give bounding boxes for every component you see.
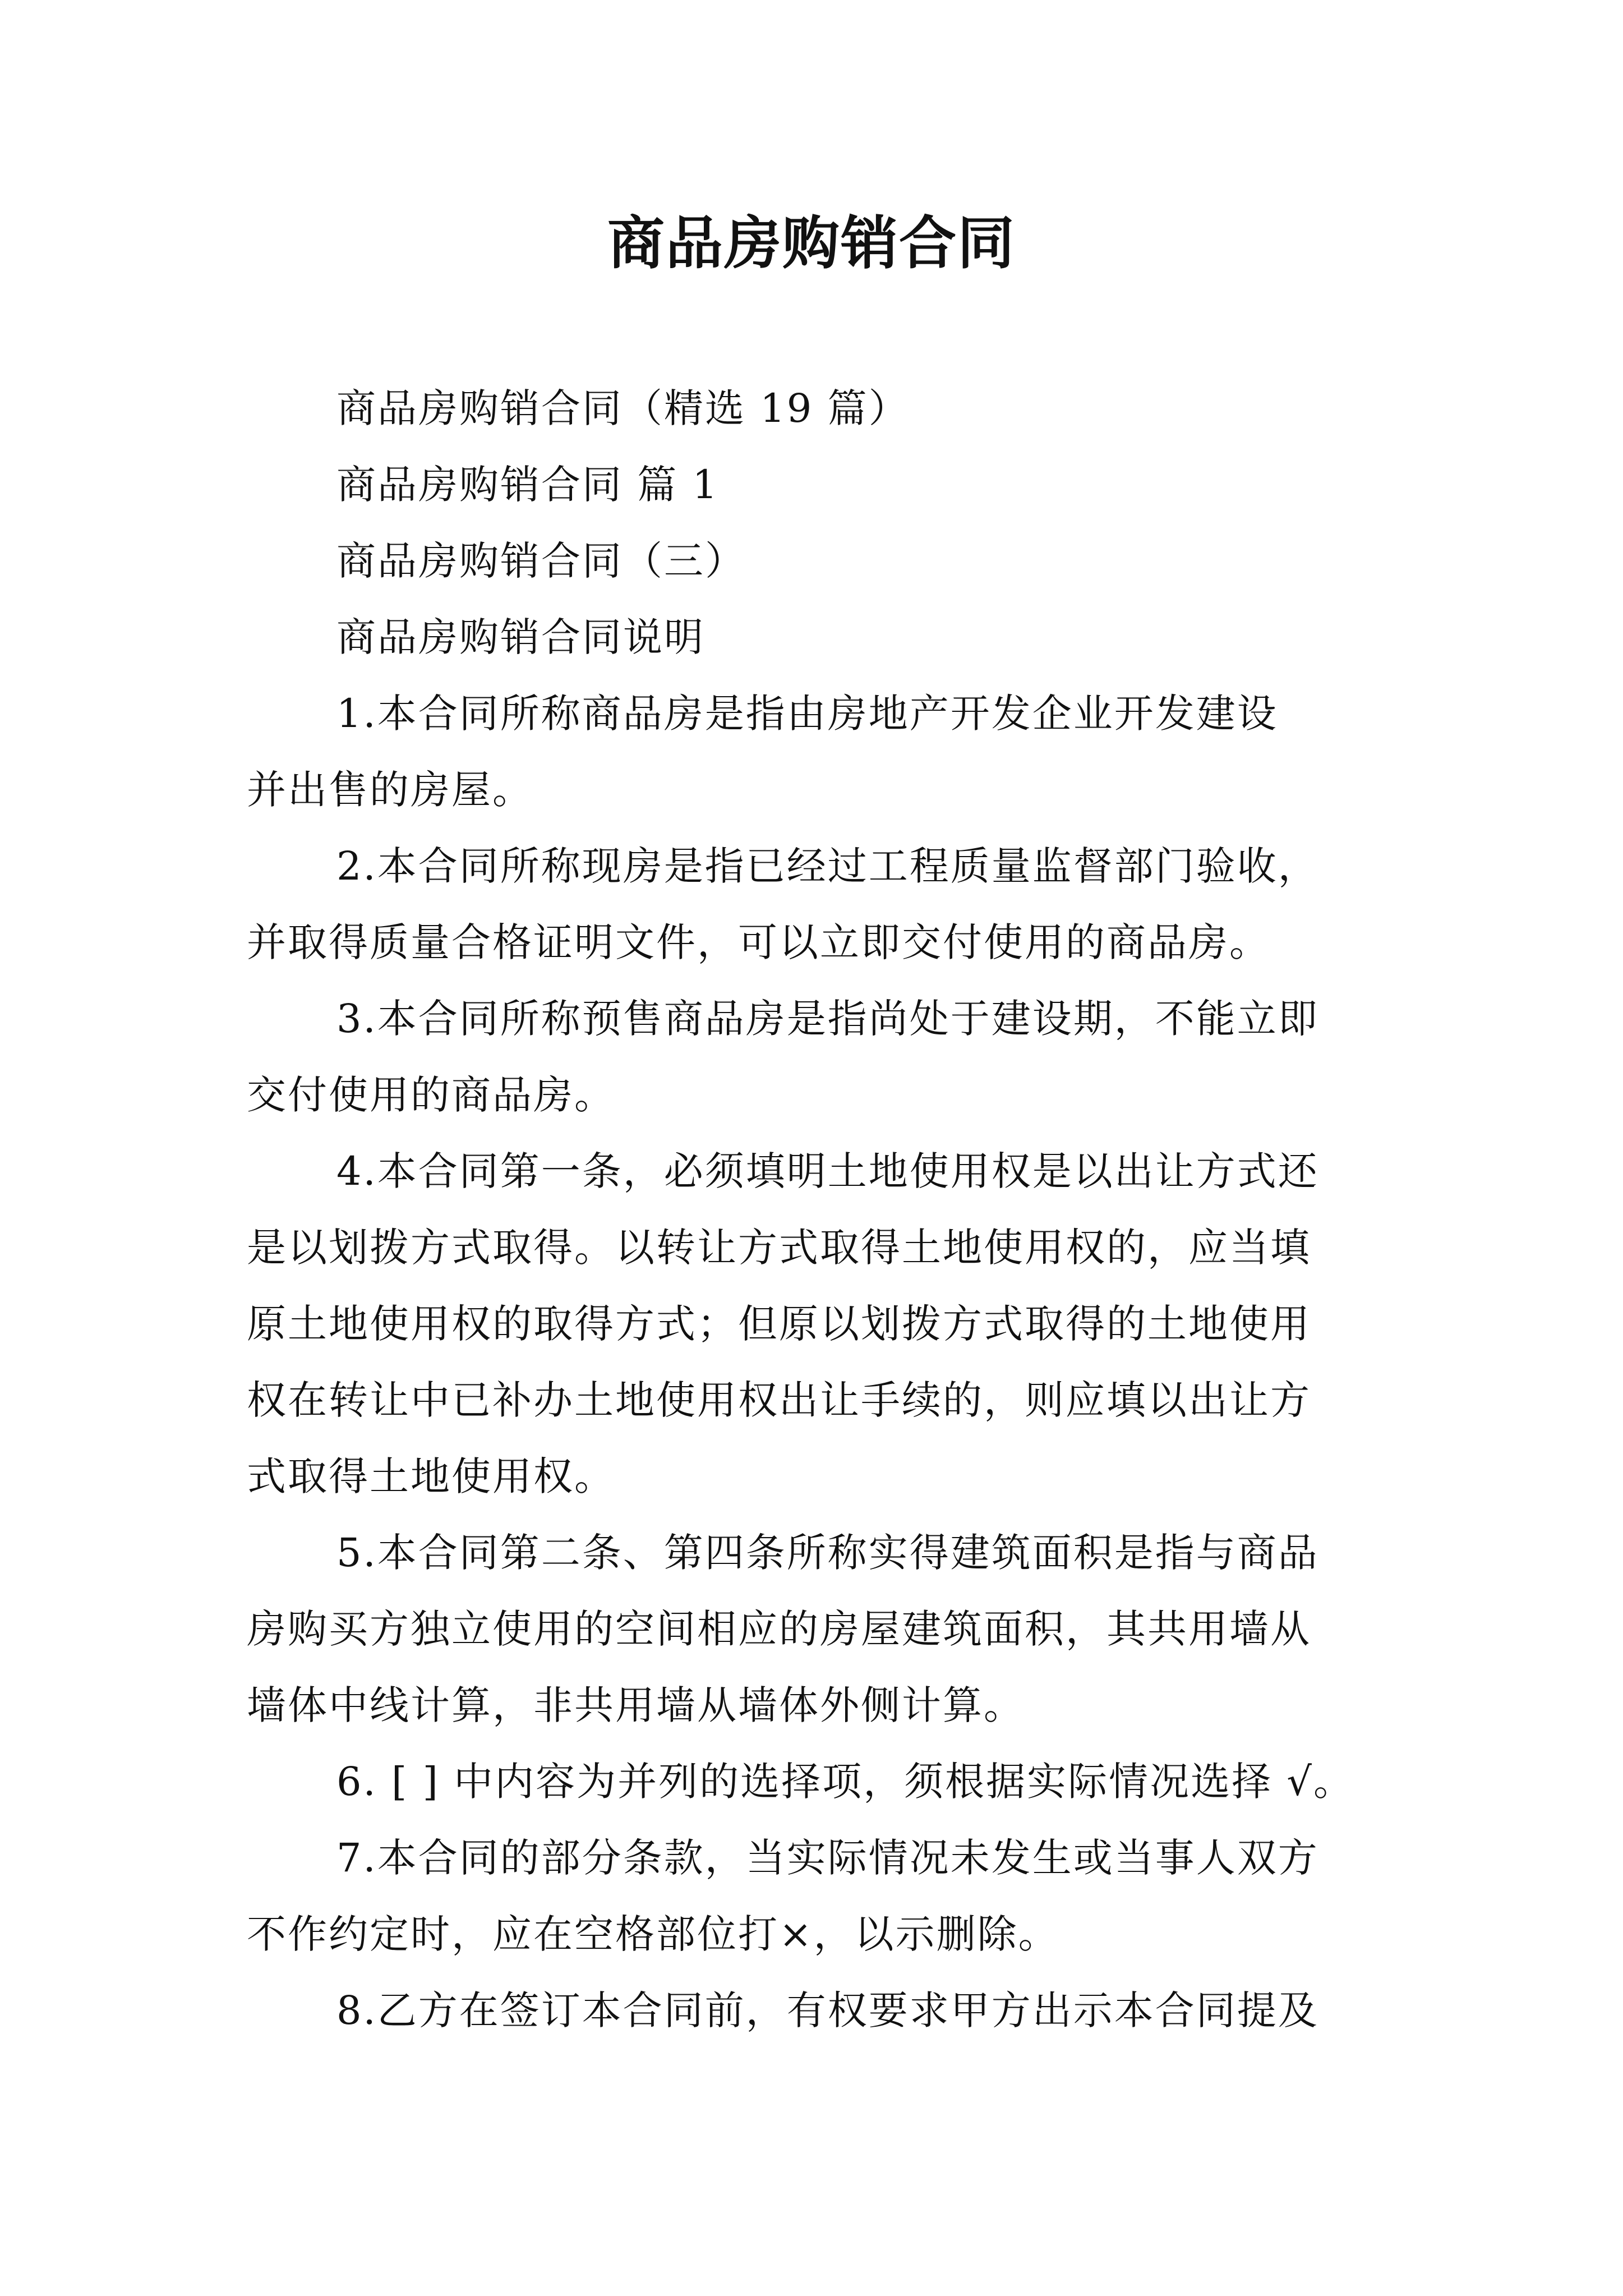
paragraph-line: 2.本合同所称现房是指已经过工程质量监督部门验收， [336,843,1319,889]
heading-part-1: 商品房购销合同 篇 1 [336,462,720,508]
heading-collection-title: 商品房购销合同（精选 19 篇） [336,385,910,431]
paragraph-line: 房购买方独立使用的空间相应的房屋建筑面积，其共用墙从 [247,1606,1311,1652]
paragraph-6 [247,1743,1385,1820]
paragraph-line: 6. [ ] 中内容为并列的选择项，须根据实际情况选择 √。 [336,1759,1355,1805]
paragraph-line: 8.乙方在签订本合同前，有权要求甲方出示本合同提及 [336,1987,1319,2033]
paragraph-line: 交付使用的商品房。 [247,1072,615,1118]
paragraph-7 [247,1820,1385,1972]
paragraph-line: 是以划拨方式取得。以转让方式取得土地使用权的，应当填 [247,1225,1311,1271]
paragraph-line: 5.本合同第二条、第四条所称实得建筑面积是指与商品 [336,1530,1319,1576]
document-title: 商品房购销合同 [607,210,1016,277]
paragraph-line: 并取得质量合格证明文件，可以立即交付使用的商品房。 [247,919,1270,965]
paragraph-line: 原土地使用权的取得方式；但原以划拨方式取得的土地使用 [247,1301,1311,1347]
paragraph-1 [247,675,1385,828]
paragraph-5 [247,1515,1385,1743]
paragraph-line: 7.本合同的部分条款，当实际情况未发生或当事人双方 [336,1835,1319,1881]
paragraph-line: 3.本合同所称预售商品房是指尚处于建设期，不能立即 [336,996,1319,1042]
paragraph-line: 权在转让中已补办土地使用权出让手续的，则应填以出让方 [247,1377,1311,1423]
paragraph-line: 墙体中线计算，非共用墙从墙体外侧计算。 [247,1682,1025,1728]
paragraph-line: 1.本合同所称商品房是指由房地产开发企业开发建设 [336,691,1278,737]
paragraph-3 [247,981,1385,1133]
document-body [247,370,1385,2049]
paragraph-line: 4.本合同第一条，必须填明土地使用权是以出让方式还 [336,1148,1319,1194]
heading-contract-notes: 商品房购销合同说明 [336,614,705,660]
paragraph-4 [247,1133,1385,1515]
paragraph-8 [247,1972,1385,2049]
paragraph-line: 不作约定时，应在空格部位打×，以示删除。 [247,1911,1059,1957]
paragraph-line: 式取得土地使用权。 [247,1453,615,1499]
paragraph-line: 并出售的房屋。 [247,767,533,813]
paragraph-2 [247,828,1385,981]
heading-contract-3: 商品房购销合同（三） [336,538,746,584]
